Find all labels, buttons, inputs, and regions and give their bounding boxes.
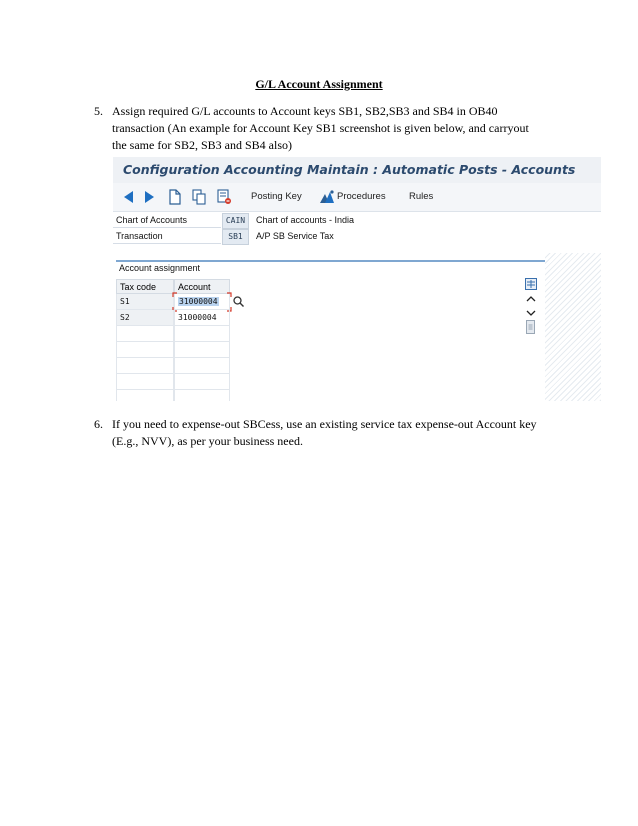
- tax-code-cell[interactable]: S1: [116, 294, 174, 310]
- item-line: Assign required G/L accounts to Account keys SB1, SB2,SB3 and SB4 in OB40: [112, 104, 498, 118]
- window-title: Configuration Accounting Maintain : Automatic Posts - Accounts: [113, 157, 601, 183]
- transaction-field[interactable]: SB1: [222, 229, 249, 245]
- transaction-row: [113, 229, 601, 245]
- item-line: (E.g., NVV), as per your business need.: [112, 434, 303, 448]
- forward-arrow-icon[interactable]: [144, 189, 156, 205]
- chart-of-accounts-field[interactable]: CAIN: [222, 213, 249, 229]
- delete-icon[interactable]: [217, 189, 232, 205]
- empty-cell[interactable]: [116, 342, 174, 358]
- new-document-icon[interactable]: [168, 189, 182, 205]
- search-icon[interactable]: [232, 295, 245, 308]
- empty-cell[interactable]: [116, 374, 174, 390]
- empty-cell[interactable]: [116, 358, 174, 374]
- account-input[interactable]: 31000004: [179, 297, 218, 306]
- section-heading: G/L Account Assignment: [255, 77, 383, 91]
- empty-cell[interactable]: [116, 326, 174, 342]
- account-cell[interactable]: 31000004: [174, 310, 230, 326]
- empty-cell[interactable]: [116, 390, 174, 401]
- rules-button[interactable]: Rules: [409, 191, 434, 202]
- account-assignment-title: Account assignment: [119, 263, 201, 273]
- empty-cell[interactable]: [174, 326, 230, 342]
- posting-key-button[interactable]: Posting Key: [251, 191, 302, 202]
- transaction-description: A/P SB Service Tax: [256, 231, 334, 241]
- toolbar: [113, 183, 601, 212]
- background-pattern: [545, 253, 601, 401]
- empty-cell[interactable]: [174, 342, 230, 358]
- empty-cell[interactable]: [174, 374, 230, 390]
- column-header-account[interactable]: Account: [174, 279, 230, 294]
- chart-of-accounts-label: Chart of Accounts: [113, 213, 221, 228]
- empty-cell[interactable]: [174, 390, 230, 401]
- scroll-up-icon[interactable]: [526, 295, 536, 303]
- chart-of-accounts-description: Chart of accounts - India: [256, 215, 355, 225]
- item-text: [112, 416, 564, 450]
- item-text: [112, 103, 564, 154]
- column-header-tax-code[interactable]: Tax code: [116, 279, 174, 294]
- item-number: 5.: [94, 104, 103, 118]
- item-line: the same for SB2, SB3 and SB4 also): [112, 138, 292, 152]
- focus-frame: [172, 292, 232, 312]
- table-settings-icon[interactable]: [525, 278, 537, 290]
- sap-screenshot: [113, 157, 601, 401]
- procedures-icon: [319, 189, 335, 205]
- item-number: 6.: [94, 417, 103, 431]
- scrollbar-thumb[interactable]: [526, 320, 535, 334]
- scroll-down-icon[interactable]: [526, 309, 536, 317]
- transaction-label: Transaction: [113, 229, 221, 244]
- back-arrow-icon[interactable]: [122, 189, 134, 205]
- tax-code-cell[interactable]: S2: [116, 310, 174, 326]
- copy-icon[interactable]: [192, 189, 207, 205]
- procedures-button[interactable]: Procedures: [337, 191, 386, 202]
- account-assignment-panel: [116, 260, 548, 401]
- empty-cell[interactable]: [174, 358, 230, 374]
- item-line: If you need to expense-out SBCess, use an existing service tax expense-out Account key: [112, 417, 537, 431]
- chart-of-accounts-row: [113, 213, 601, 229]
- item-line: transaction (An example for Account Key SB1 screenshot is given below, and carryout: [112, 121, 529, 135]
